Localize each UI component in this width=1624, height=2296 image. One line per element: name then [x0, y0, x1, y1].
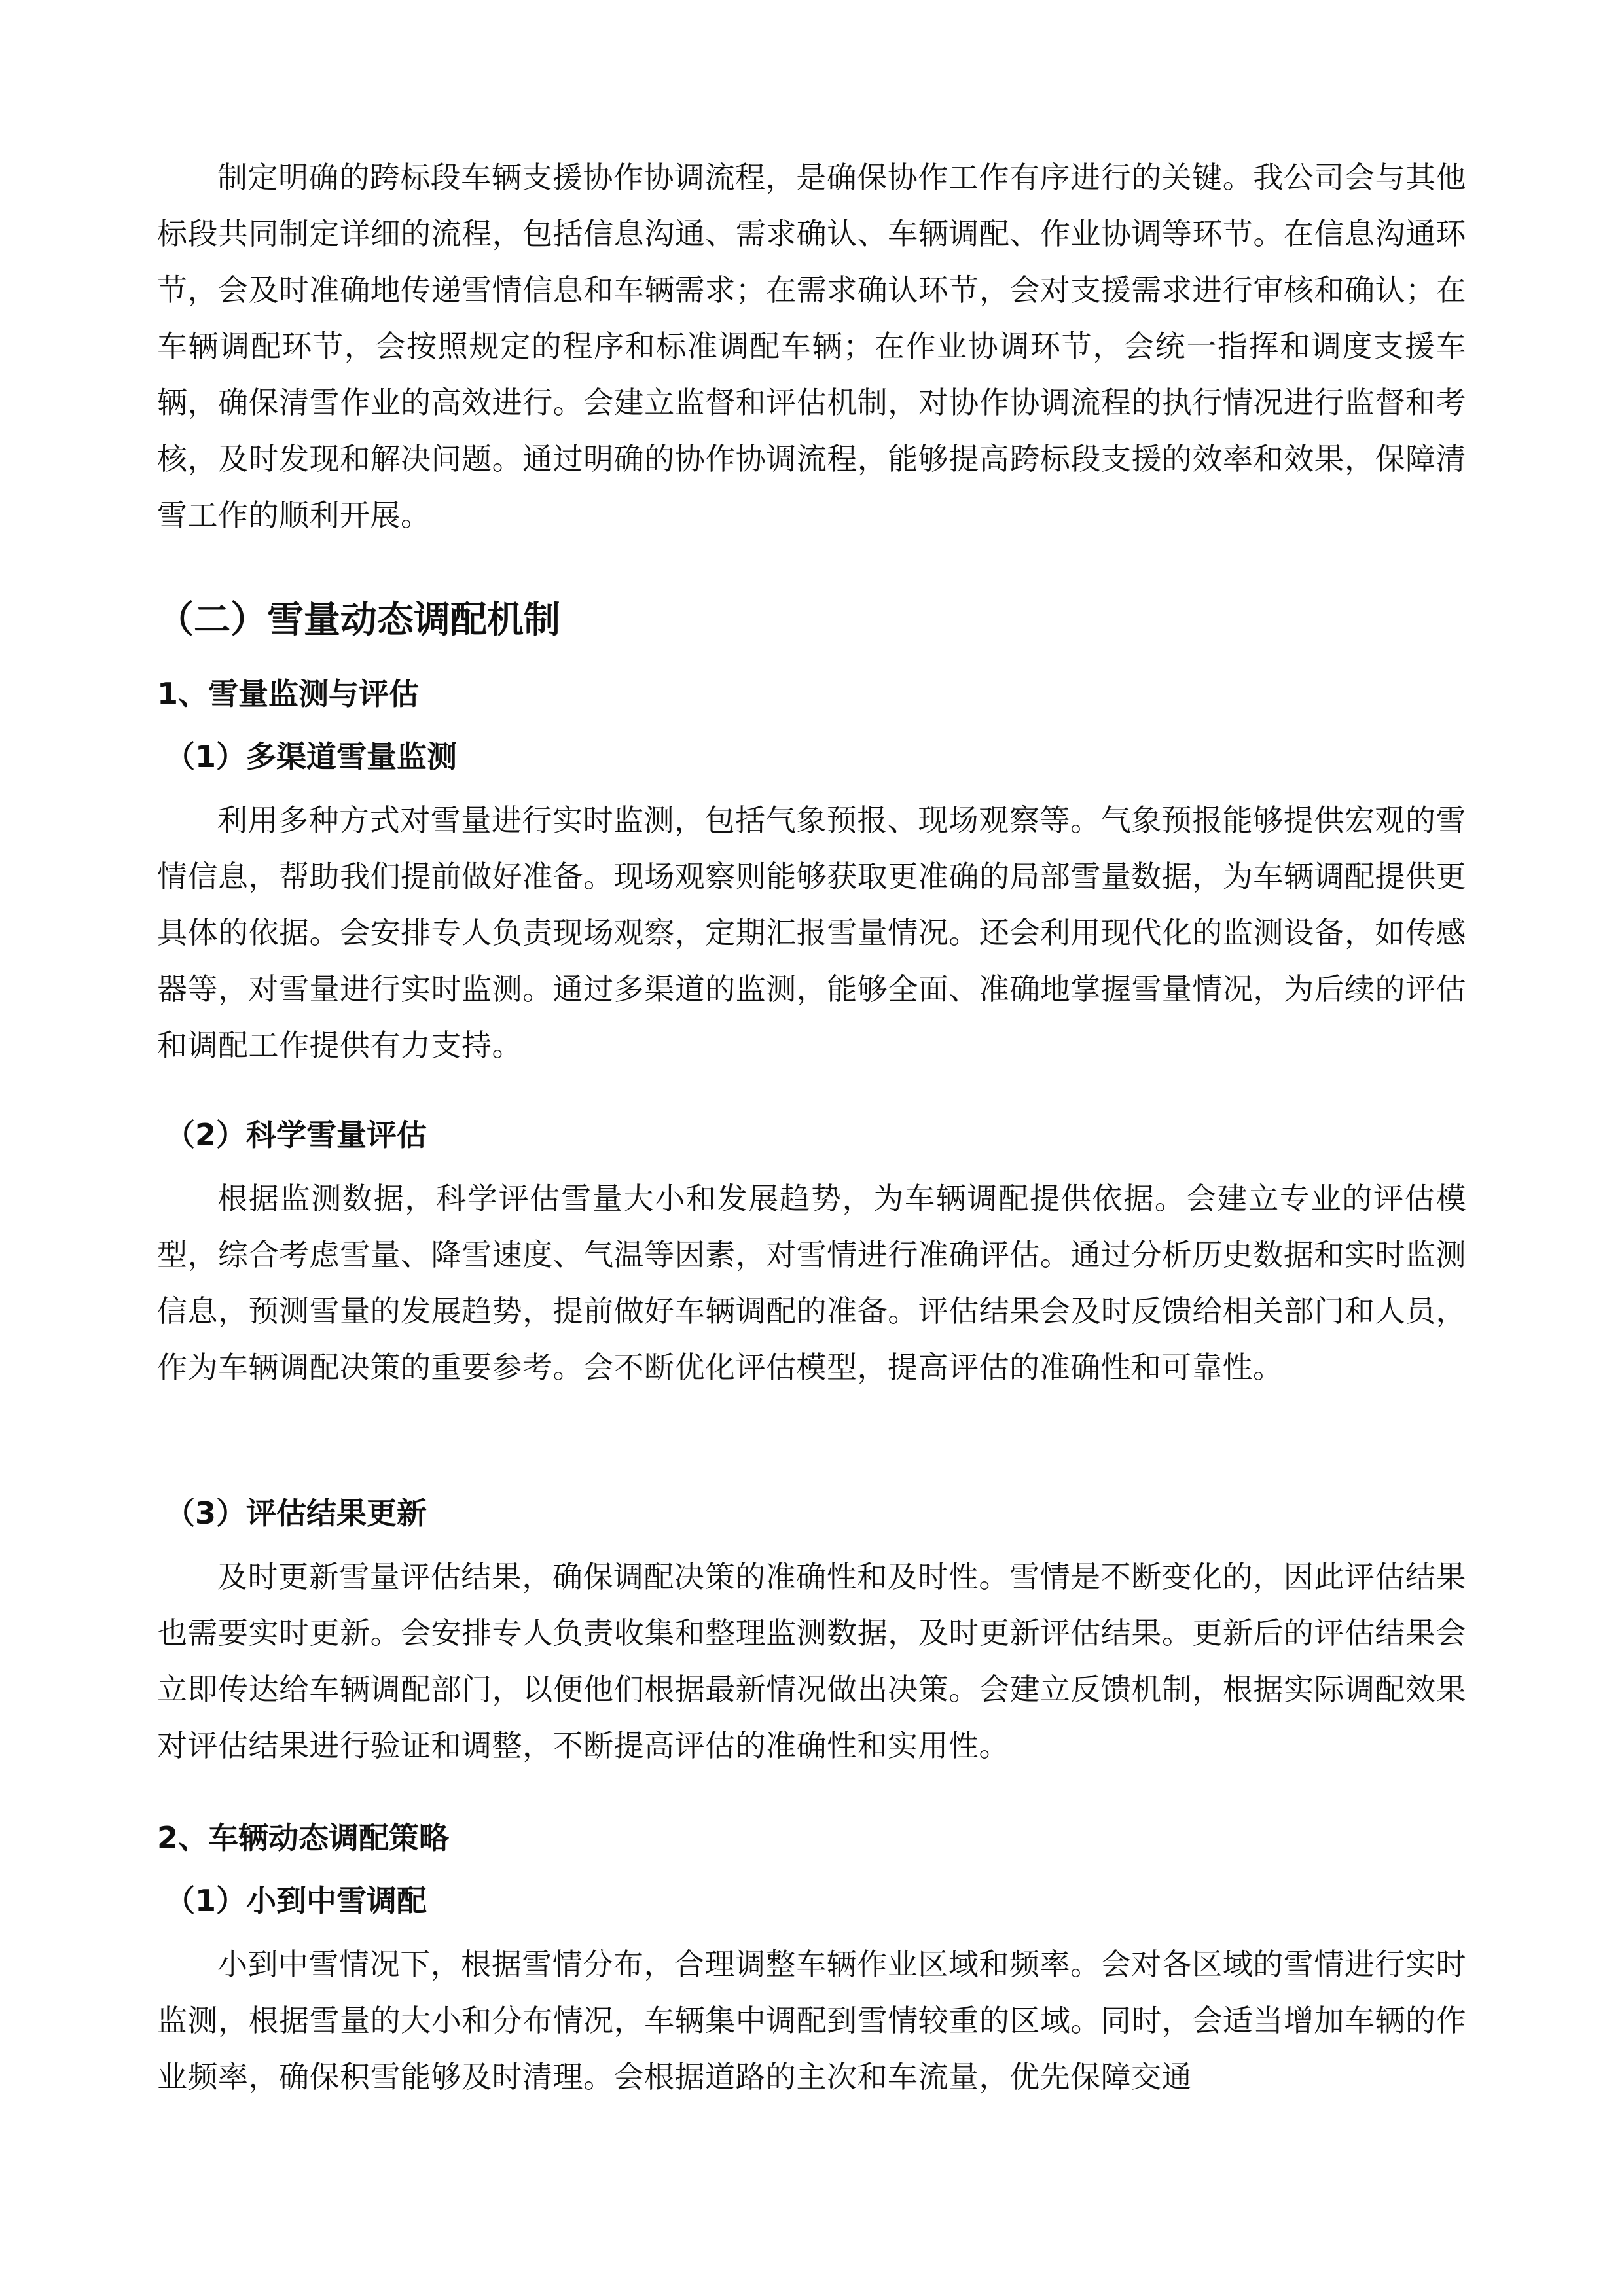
section-heading: （二）雪量动态调配机制: [157, 599, 560, 641]
sub2-item1-text: 小到中雪情况下，根据雪情分布，合理调整车辆作业区域和频率。会对各区域的雪情进行实时监测，根据雪量的大小和分布情况，车辆集中调配到雪情较重的区域。同时，会适当增加车辆的作业频率，确保积雪能够及时清理。会根据道路的主次和车流量，优先保障交通: [157, 1946, 1466, 2094]
sub2-item1-block: [157, 1936, 1466, 2105]
sub1-item2-heading: （2）科学雪量评估: [165, 1117, 427, 1153]
sub1-heading-block: [157, 668, 1466, 720]
sub1-item2-text: 根据监测数据，科学评估雪量大小和发展趋势，为车辆调配提供依据。会建立专业的评估模型，综合考虑雪量、降雪速度、气温等因素，对雪情进行准确评估。通过分析历史数据和实时监测信息，预测雪量的发展趋势，提前做好车辆调配的准备。评估结果会及时反馈给相关部门和人员，作为车辆调配决策的重要参考。会不断优化评估模型，提高评估的准确性和可靠性。: [157, 1181, 1466, 1385]
sub1-item2-block: [157, 1170, 1466, 1395]
intro-block: [157, 149, 1466, 543]
intro-paragraph: 制定明确的跨标段车辆支援协作协调流程，是确保协作工作有序进行的关键。我公司会与其他标段共同制定详细的流程，包括信息沟通、需求确认、车辆调配、作业协调等环节。在信息沟通环节，会及时准确地传递雪情信息和车辆需求；在需求确认环节，会对支援需求进行审核和确认；在车辆调配环节，会按照规定的程序和标准调配车辆；在作业协调环节，会统一指挥和调度支援车辆，确保清雪作业的高效进行。会建立监督和评估机制，对协作协调流程的执行情况进行监督和考核，及时发现和解决问题。通过明确的协作协调流程，能够提高跨标段支援的效率和效果，保障清雪工作的顺利开展。: [157, 160, 1466, 533]
sub1-item3-heading-block: [157, 1487, 1466, 1539]
section-heading-block: [157, 594, 1466, 647]
sub1-item1-block: [157, 792, 1466, 1073]
sub2-heading: 2、车辆动态调配策略: [157, 1820, 450, 1856]
sub1-item1-heading-block: [157, 730, 1466, 783]
sub1-item1-heading: （1）多渠道雪量监测: [165, 739, 458, 774]
sub2-item1-heading-block: [157, 1874, 1466, 1927]
sub1-item3-block: [157, 1549, 1466, 1774]
sub1-heading: 1、雪量监测与评估: [157, 676, 420, 711]
sub1-item3-text: 及时更新雪量评估结果，确保调配决策的准确性和及时性。雪情是不断变化的，因此评估结果也需要实时更新。会安排专人负责收集和整理监测数据，及时更新评估结果。更新后的评估结果会立即传达给车辆调配部门，以便他们根据最新情况做出决策。会建立反馈机制，根据实际调配效果对评估结果进行验证和调整，不断提高评估的准确性和实用性。: [157, 1559, 1466, 1763]
sub1-item1-text: 利用多种方式对雪量进行实时监测，包括气象预报、现场观察等。气象预报能够提供宏观的雪情信息，帮助我们提前做好准备。现场观察则能够获取更准确的局部雪量数据，为车辆调配提供更具体的依据。会安排专人负责现场观察，定期汇报雪量情况。还会利用现代化的监测设备，如传感器等，对雪量进行实时监测。通过多渠道的监测，能够全面、准确地掌握雪量情况，为后续的评估和调配工作提供有力支持。: [157, 802, 1466, 1063]
sub2-item1-heading: （1）小到中雪调配: [165, 1883, 427, 1918]
sub1-item2-heading-block: [157, 1109, 1466, 1161]
sub1-item3-heading: （3）评估结果更新: [165, 1496, 427, 1531]
sub2-heading-block: [157, 1812, 1466, 1864]
